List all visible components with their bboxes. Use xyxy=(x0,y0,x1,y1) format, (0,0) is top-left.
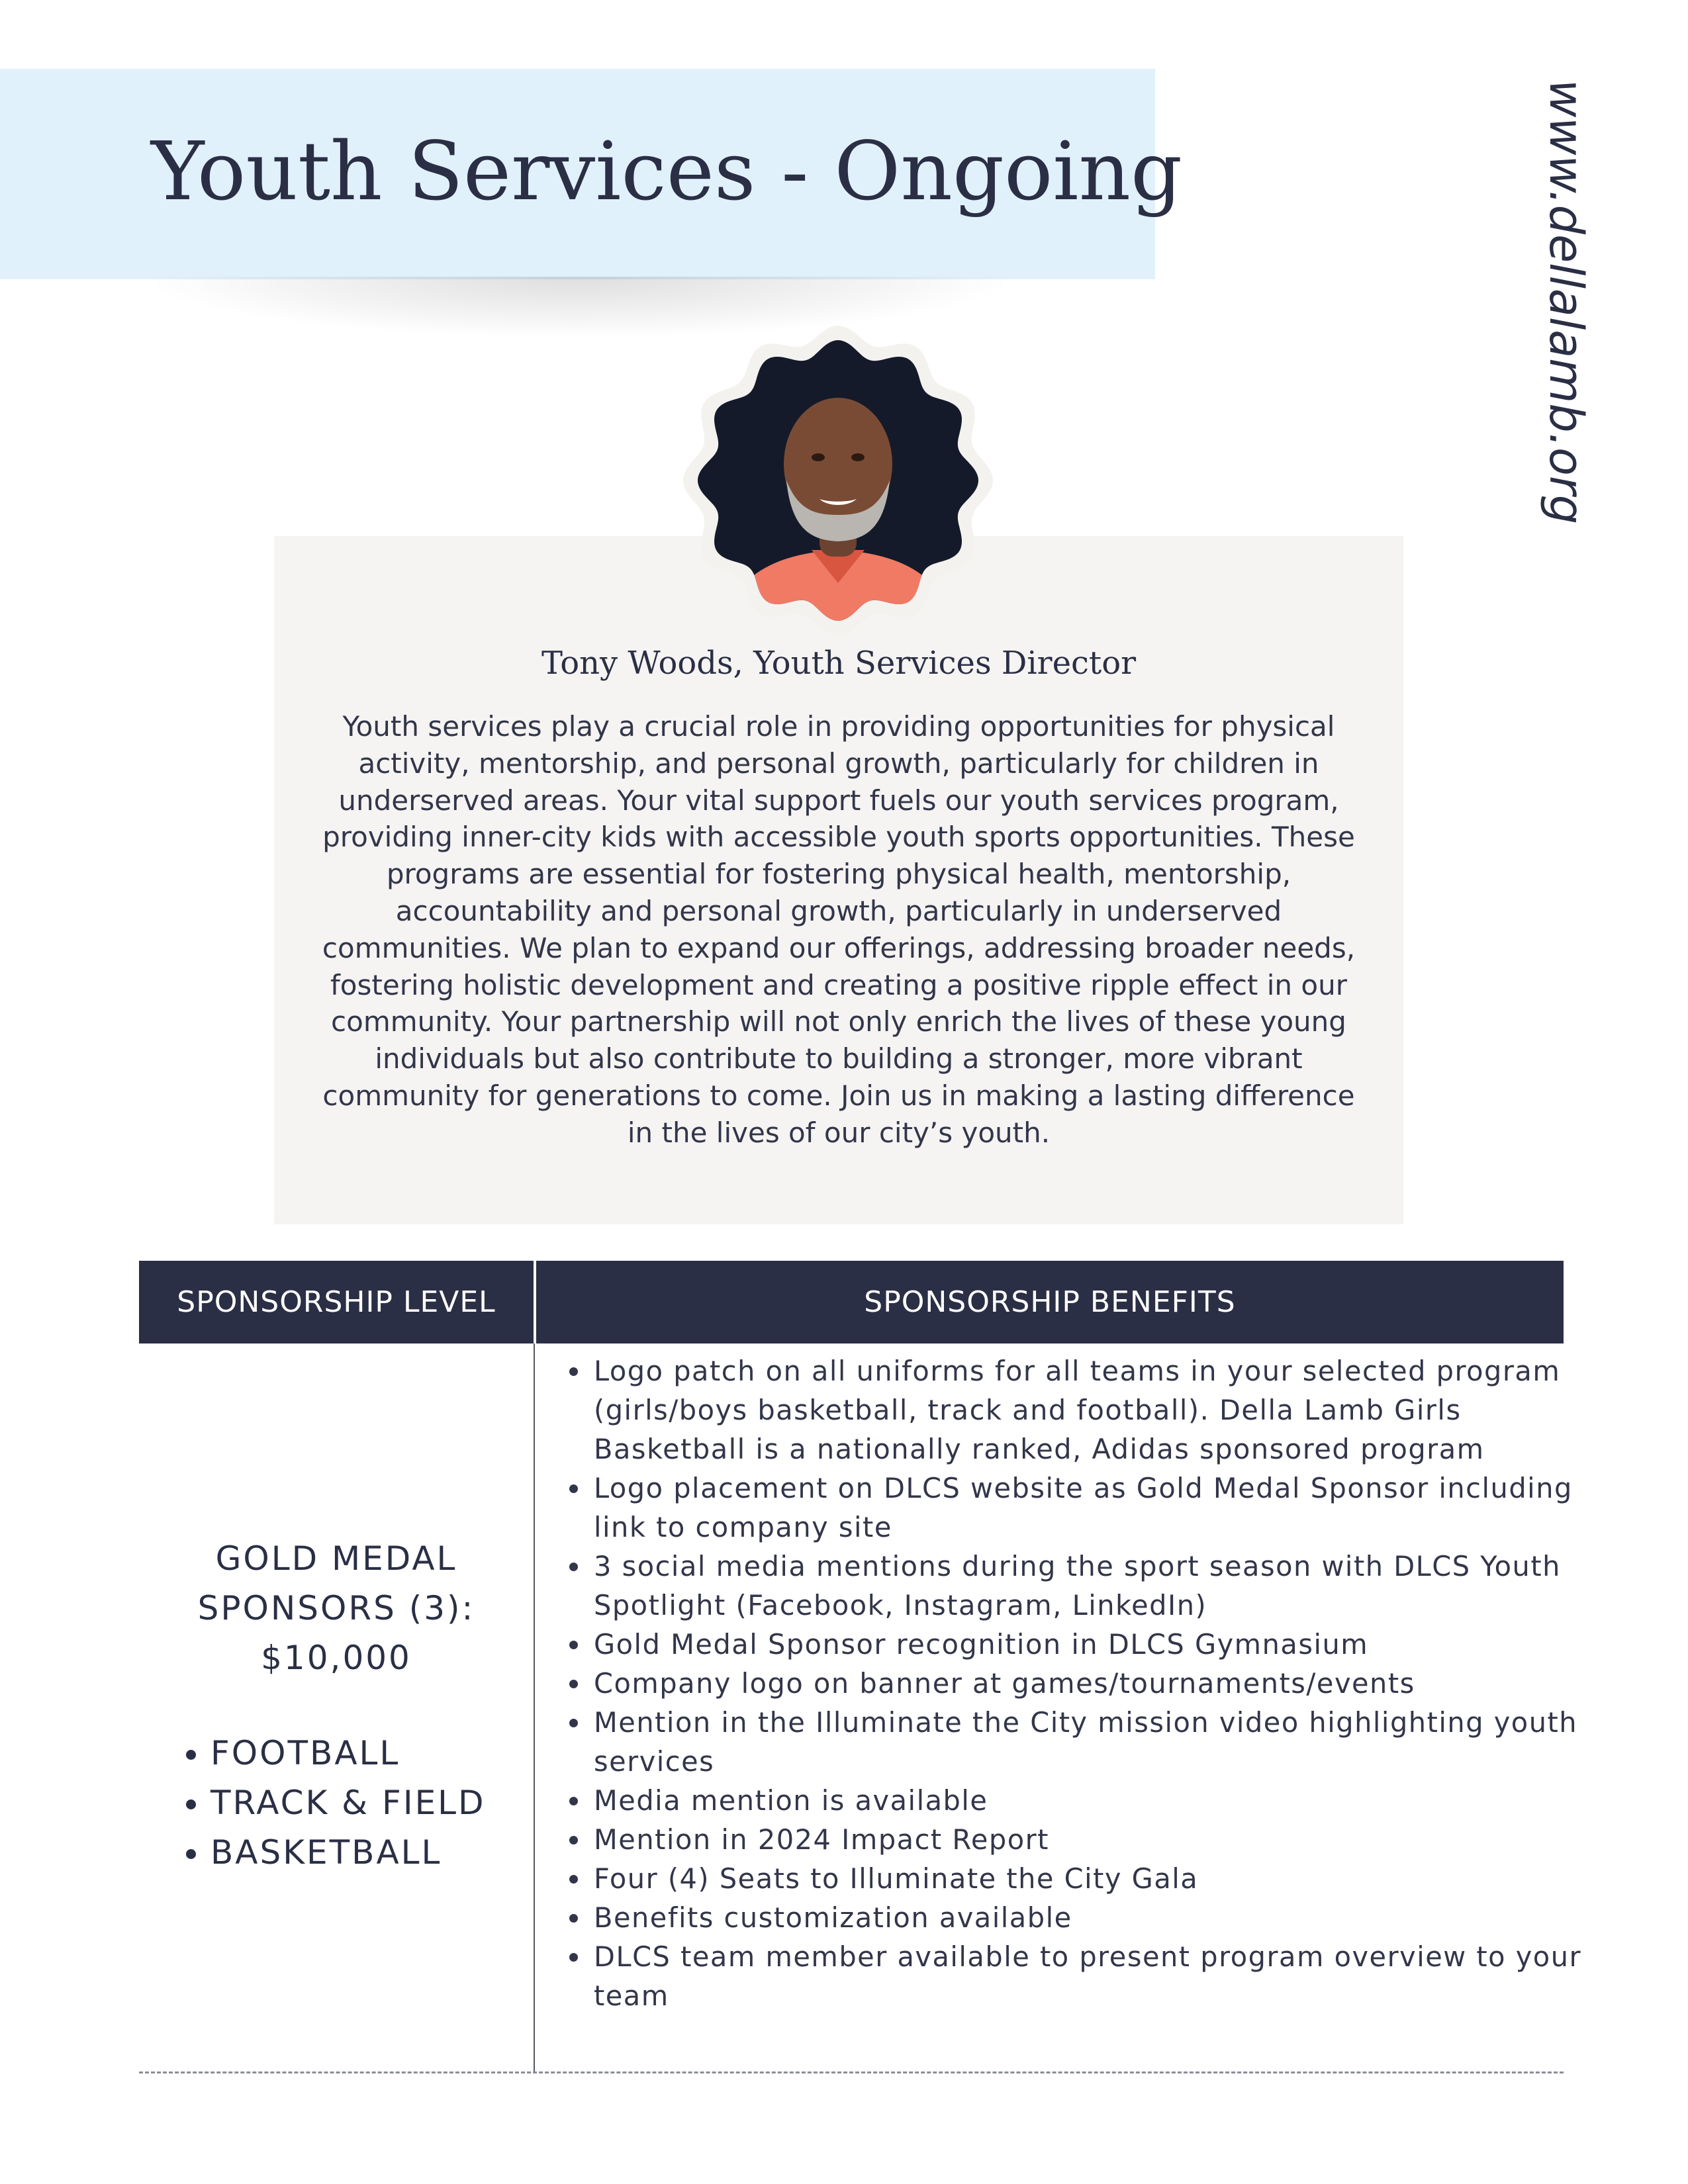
benefit-item: • Media mention is available xyxy=(591,1781,1597,1820)
header-sponsorship-level: SPONSORSHIP LEVEL xyxy=(177,1285,496,1319)
benefit-item: • Logo placement on DLCS website as Gold Medal Sponsor including link to company site xyxy=(591,1469,1597,1547)
level-line: SPONSORS (3): xyxy=(197,1589,475,1627)
benefit-item: • DLCS team member available to present program overview to your team xyxy=(591,1937,1597,2015)
sponsorship-table-header xyxy=(139,1261,1564,1343)
bottom-dashed-rule xyxy=(139,2071,1564,2073)
page-title: Youth Services - Ongoing xyxy=(151,124,1183,218)
benefit-item: • 3 social media mentions during the sport season with DLCS Youth Spotlight (Facebook, Instagram, LinkedIn) xyxy=(591,1547,1597,1625)
benefit-item: • Company logo on banner at games/tournaments/events xyxy=(591,1664,1597,1703)
level-line: GOLD MEDAL xyxy=(215,1539,457,1578)
sport-item: • TRACK & FIELD xyxy=(211,1778,486,1828)
sponsorship-level-title xyxy=(139,1534,534,1683)
person-portrait-icon xyxy=(673,322,1004,639)
sport-item: • BASKETBALL xyxy=(211,1828,486,1878)
director-portrait xyxy=(673,322,1004,639)
benefits-list xyxy=(553,1351,1597,2015)
benefit-item: • Mention in the Illuminate the City mission video highlighting youth services xyxy=(591,1703,1597,1781)
sports-list xyxy=(171,1729,486,1878)
sport-item: • FOOTBALL xyxy=(211,1729,486,1778)
benefit-item: • Logo patch on all uniforms for all teams in your selected program (girls/boys basketball, track and football). Della Lamb Girls Basketball is a nationally ranked, Adidas sponsored program xyxy=(591,1351,1597,1469)
benefit-item: • Benefits customization available xyxy=(591,1898,1597,1937)
website-url[interactable]: www.dellalamb.org xyxy=(1539,79,1593,525)
benefit-item: • Four (4) Seats to Illuminate the City Gala xyxy=(591,1859,1597,1898)
level-line: $10,000 xyxy=(261,1639,412,1677)
benefit-item: • Gold Medal Sponsor recognition in DLCS Gymnasium xyxy=(591,1625,1597,1664)
benefit-item: • Mention in 2024 Impact Report xyxy=(591,1820,1597,1859)
header-sponsorship-benefits: SPONSORSHIP BENEFITS xyxy=(864,1285,1236,1319)
director-name: Tony Woods, Youth Services Director xyxy=(541,645,1137,682)
bio-text: Youth services play a crucial role in providing opportunities for physical activity, mentorship, and personal growth, particularly for children in underserved areas. Your vital support fuels our youth services program, providing inner-city kids with accessible youth sports opportunities. These programs are essential for fostering physical health, mentorship, accountability and personal growth, particularly in underserved communities. We plan to expand our offerings, addressing broader needs, fostering holistic development and creating a positive ripple effect in our community. Your partnership will not only enrich the lives of these young individuals but also contribute to building a stronger, more vibrant community for generations to come. Join us in making a lasting difference in the lives of our city’s youth. xyxy=(322,710,1356,1149)
column-divider xyxy=(534,1343,535,2071)
